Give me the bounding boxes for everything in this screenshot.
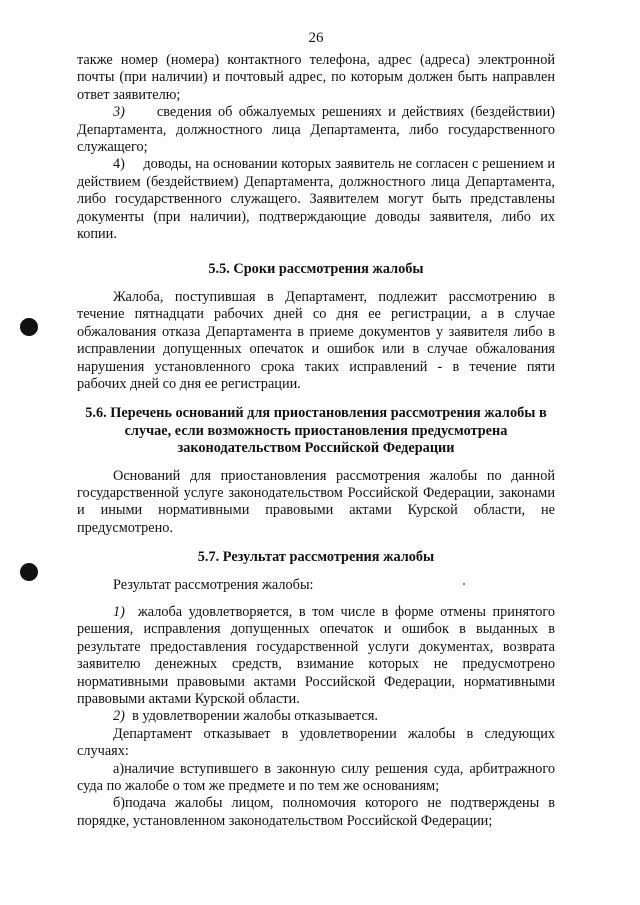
refusal-case-a: а)наличие вступившего в законную силу решения суда, арбитражного суда по жалобе о том же предмете и по тем же основаниям; [77,760,555,795]
refusal-intro: Департамент отказывает в удовлетворении жалобы в следующих случаях: [77,725,555,760]
section-heading-5-6: 5.6. Перечень оснований для приостановления рассмотрения жалобы в случае, если возможность приостановления предусмотрена законодательством Российской Федерации [85,405,547,457]
page-number: 26 [308,30,324,46]
section-5-7-intro: Результат рассмотрения жалобы: [113,576,314,593]
result-item-2 [77,708,555,725]
page-body [77,52,555,830]
result-item-1 [77,604,555,708]
binder-hole [20,318,38,336]
list-number: 4) [113,156,125,173]
section-heading-5-7: 5.7. Результат рассмотрения жалобы [197,549,435,566]
binder-hole [20,563,38,581]
refusal-case-b: б)подача жалобы лицом, полномочия которого не подтверждены в порядке, установленном законодательством Российской Федерации; [77,795,555,829]
list-number: 2) [113,708,125,725]
section-5-5-text: Жалоба, поступившая в Департамент, подлежит рассмотрению в течение пятнадцати рабочих дней со дня ее регистрации, а в случае обжалования отказа Департамента в приеме документов у заявителя либо в исправлении допущенных опечаток и ошибок или в случае обжалования нарушения установленного срока таких исправлений - в течение пяти рабочих дней со дня ее регистрации. [77,288,555,392]
list-item-text: жалоба удовлетворяется, в том числе в форме отмены принятого решения, исправления допущенных опечаток и ошибок в выданных в результате предоставления государственной услуги документах, возврата заявителю денежных средств, взимание которых не предусмотрено нормативными правовыми актами Российской Федерации, нормативными правовыми актами Курской области. [77,603,555,707]
list-item-text: доводы, на основании которых заявитель не согласен с решением и действием (бездействием) Департамента, должностного лица Департамента, либо государственного служащего. Заявителем могут быть представлены документы (при наличии), подтверждающие доводы заявителя, либо их копии. [77,156,555,243]
list-number: 3) [113,104,125,121]
list-item-4 [77,156,555,243]
list-number: 1) [113,603,125,620]
section-heading-5-5: 5.5. Сроки рассмотрения жалобы [208,261,424,278]
list-item-text: в удовлетворении жалобы отказывается. [132,708,378,725]
section-5-6-text: Оснований для приостановления рассмотрения жалобы по данной государственной услуге законодательством Российской Федерации, законами и иными нормативными правовыми актами Курской области, не предусмотрено. [77,467,555,536]
list-item-text: сведения об обжалуемых решениях и действиях (бездействии) Департамента, должностного лица Департамента, либо государственного служащего; [77,104,555,156]
list-item-3 [77,104,555,156]
paragraph-contact: также номер (номера) контактного телефона, адрес (адреса) электронной почты (при наличии) и почтовый адрес, по которым должен быть направлен ответ заявителю; [77,52,555,103]
